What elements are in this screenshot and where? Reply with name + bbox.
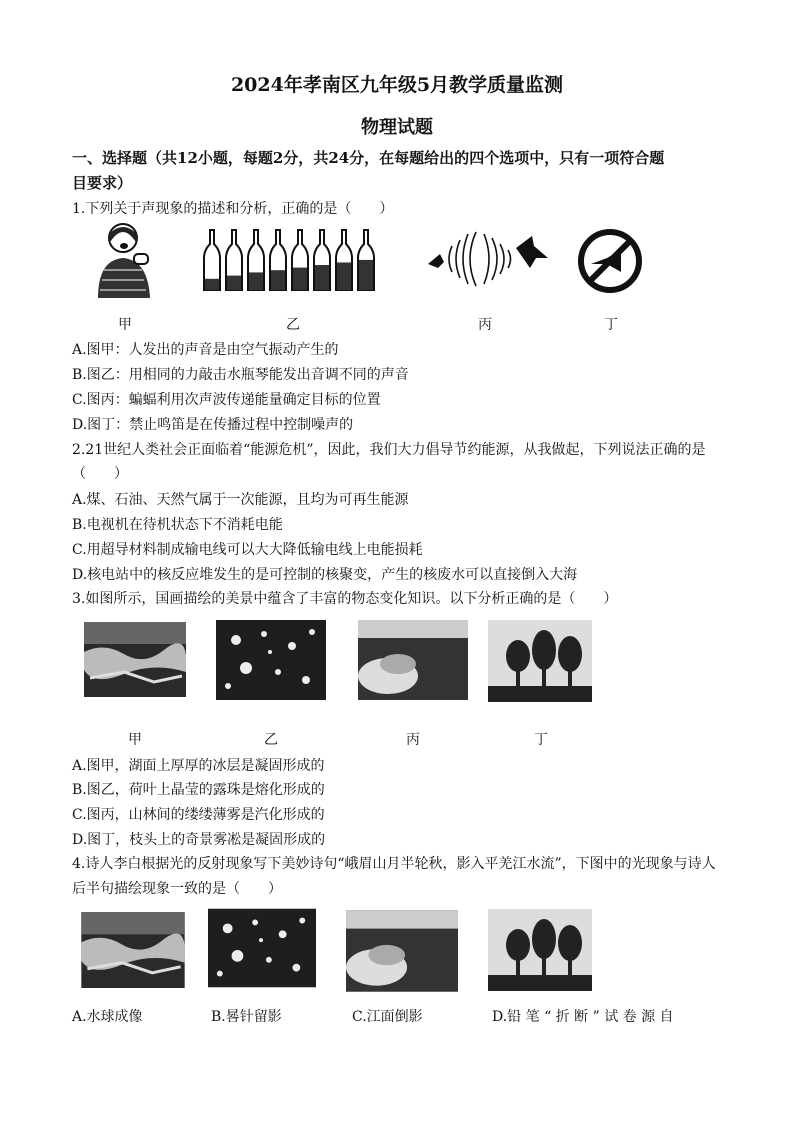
q4-option-a: A.水球成像 (72, 1009, 143, 1025)
q1-option-c: C.图丙：蝙蝠利用次声波传递能量确定目标的位置 (72, 392, 381, 408)
water-level (337, 262, 351, 290)
section-heading-line2: 目要求） (72, 174, 133, 192)
q4-option-c: C.江面倒影 (352, 1009, 423, 1025)
q3-option-c: C.图丙，山林间的缕缕薄雾是汽化形成的 (72, 807, 325, 823)
q4-photo-a (80, 912, 186, 988)
q1-option-b: B.图乙：用相同的力敲击水瓶琴能发出音调不同的声音 (72, 367, 409, 383)
q1-figure-bing-bat-sonar (420, 228, 555, 290)
q1-caption-ding: 丁 (604, 317, 618, 333)
q2-option-b: B.电视机在待机状态下不消耗电能 (72, 517, 283, 533)
q2-stem-line2: （ ） (72, 466, 128, 482)
q1-figure-yi-water-bottles (198, 228, 384, 294)
water-level (227, 276, 241, 290)
section-heading-line1: 一、选择题（共12小题，每题2分，共24分，在每题给出的四个选项中，只有一项符合题 (72, 149, 665, 167)
q2-option-d: D.核电站中的核反应堆发生的是可控制的核聚变，产生的核废水可以直接倒入大海 (72, 567, 578, 583)
q4-option-d: D.铅 笔 “ 折 断 ” 试 卷 源 自 (492, 1009, 674, 1025)
q2-option-c: C.用超导材料制成输电线可以大大降低输电线上电能损耗 (72, 542, 423, 558)
q1-caption-jia: 甲 (118, 317, 132, 333)
q4-photo-d (488, 908, 592, 992)
q4-photo-b (208, 908, 316, 988)
q3-photo-yi-dew-drops (216, 620, 326, 700)
q4-stem-line1: 4.诗人李白根据光的反射现象写下美妙诗句“峨眉山月半轮秋，影入平羌江水流”，下图中的光现象与诗人 (72, 856, 716, 872)
q3-option-d: D.图丁，枝头上的奇景雾凇是凝固形成的 (72, 832, 326, 848)
q3-caption-jia: 甲 (128, 732, 142, 748)
q1-option-d: D.图丁：禁止鸣笛是在传播过程中控制噪声的 (72, 417, 354, 433)
q1-figure-ding-no-horn-icon (575, 228, 645, 294)
q3-stem: 3.如图所示，国画描绘的美景中蕴含了丰富的物态变化知识。以下分析正确的是（ ） (72, 591, 618, 607)
q3-photo-bing-mountain-fog (358, 620, 468, 700)
q3-caption-yi: 乙 (264, 732, 278, 748)
water-level (293, 268, 307, 290)
q1-option-a: A.图甲：人发出的声音是由空气振动产生的 (72, 342, 339, 358)
q3-option-a: A.图甲，湖面上厚厚的冰层是凝固形成的 (72, 758, 325, 774)
q4-option-b: B.晷针留影 (211, 1009, 282, 1025)
water-level (359, 260, 373, 290)
water-level (271, 270, 285, 290)
page-subtitle: 物理试题 (361, 117, 433, 138)
water-level (249, 272, 263, 290)
q3-option-b: B.图乙，荷叶上晶莹的露珠是熔化形成的 (72, 782, 325, 798)
q1-figure-jia-person (90, 220, 160, 300)
water-level (315, 265, 329, 290)
q3-caption-ding: 丁 (534, 732, 548, 748)
page-title: 2024年孝南区九年级5月教学质量监测 (230, 74, 564, 96)
q3-photo-ding-rime-trees (488, 620, 592, 702)
q3-caption-bing: 丙 (406, 732, 420, 748)
q1-caption-bing: 丙 (478, 317, 492, 333)
q2-option-a: A.煤、石油、天然气属于一次能源，且均为可再生能源 (72, 492, 409, 508)
q4-stem-line2: 后半句描绘现象一致的是（ ） (72, 881, 282, 897)
q2-stem-line1: 2.21世纪人类社会正面临着“能源危机”，因此，我们大力倡导节约能源，从我做起，下列说法正确的是 (72, 442, 706, 458)
q3-photo-jia-ice-lake (84, 622, 186, 697)
water-level (205, 279, 219, 290)
q4-photo-c (346, 910, 458, 992)
q1-caption-yi: 乙 (286, 317, 300, 333)
q1-stem: 1.下列关于声现象的描述和分析，正确的是（ ） (72, 201, 394, 217)
